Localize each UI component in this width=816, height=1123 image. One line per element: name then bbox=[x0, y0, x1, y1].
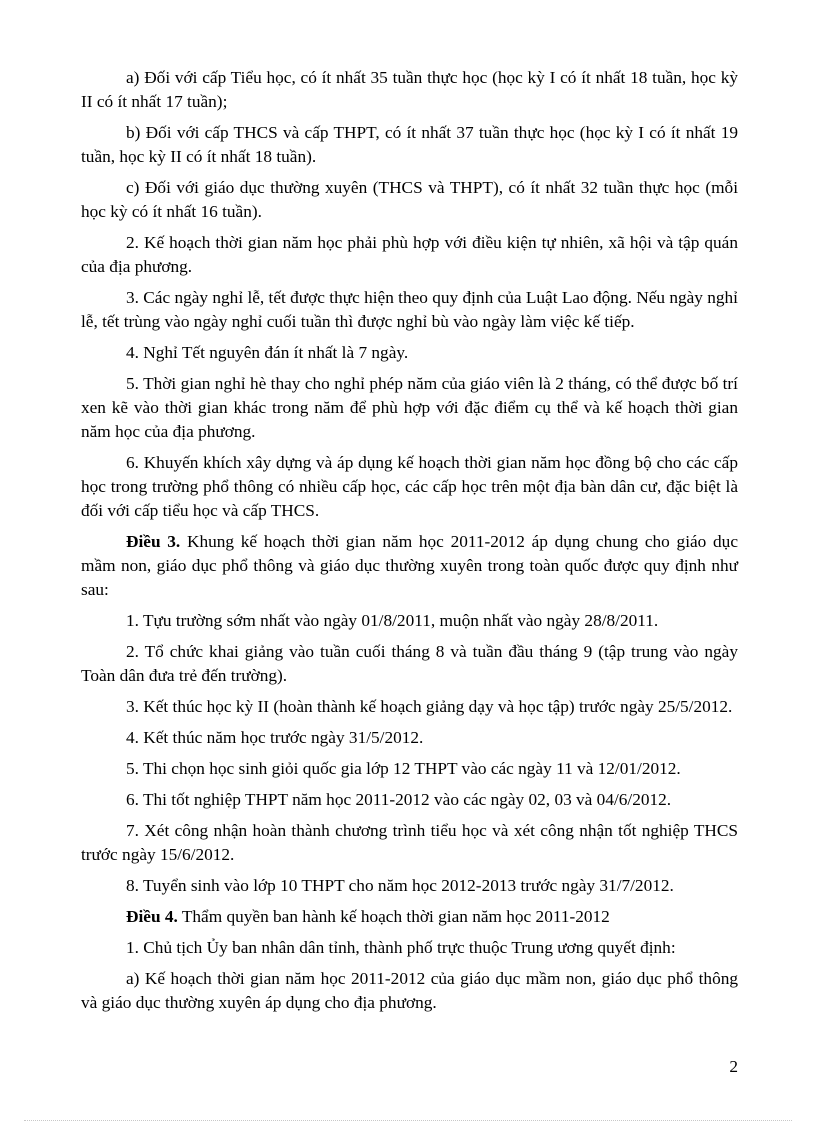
article-3-item-6: 6. Thi tốt nghiệp THPT năm học 2011-2012 vào các ngày 02, 03 và 04/6/2012. bbox=[126, 790, 672, 809]
article-3-item-2: 2. Tổ chức khai giảng vào tuần cuối tháng 8 và tuần đầu tháng 9 (tập trung vào ngày Toàn dân đưa trẻ đến trường). bbox=[81, 642, 738, 685]
article-4-intro bbox=[81, 905, 738, 929]
article-4-heading: Điều 4. bbox=[126, 907, 178, 926]
article-3-item-7: 7. Xét công nhận hoàn thành chương trình tiểu học và xét công nhận tốt nghiệp THCS trước ngày 15/6/2012. bbox=[81, 821, 738, 864]
article-3-item-8: 8. Tuyển sinh vào lớp 10 THPT cho năm học 2012-2013 trước ngày 31/7/2012. bbox=[126, 876, 674, 895]
paragraph-clause-2: 2. Kế hoạch thời gian năm học phải phù hợp với điều kiện tự nhiên, xã hội và tập quán của địa phương. bbox=[81, 233, 738, 276]
article-3-item-4: 4. Kết thúc năm học trước ngày 31/5/2012. bbox=[126, 728, 424, 747]
article-3-item-1: 1. Tựu trường sớm nhất vào ngày 01/8/2011, muộn nhất vào ngày 28/8/2011. bbox=[126, 611, 659, 630]
page-bottom-divider bbox=[24, 1120, 792, 1121]
article-3-intro bbox=[81, 530, 738, 602]
paragraph-clause-3: 3. Các ngày nghỉ lễ, tết được thực hiện theo quy định của Luật Lao động. Nếu ngày nghỉ lễ, tết trùng vào ngày nghỉ cuối tuần thì được nghỉ bù vào ngày làm việc kế tiếp. bbox=[81, 288, 738, 331]
paragraph-clause-5: 5. Thời gian nghỉ hè thay cho nghỉ phép năm của giáo viên là 2 tháng, có thể được bố trí xen kẽ vào thời gian khác trong năm để phù hợp với đặc điểm cụ thể và kế hoạch thời gian năm học của địa phương. bbox=[81, 374, 738, 441]
article-3-heading: Điều 3. bbox=[126, 532, 181, 551]
paragraph-2b: b) Đối với cấp THCS và cấp THPT, có ít nhất 37 tuần thực học (học kỳ I có ít nhất 19 tuần, học kỳ II có ít nhất 18 tuần). bbox=[81, 123, 738, 166]
article-4-text: Thẩm quyền ban hành kế hoạch thời gian năm học 2011-2012 bbox=[177, 907, 610, 926]
paragraph-2a: a) Đối với cấp Tiểu học, có ít nhất 35 tuần thực học (học kỳ I có ít nhất 18 tuần, học kỳ II có ít nhất 17 tuần); bbox=[81, 68, 738, 111]
paragraph-clause-6: 6. Khuyến khích xây dựng và áp dụng kế hoạch thời gian năm học đồng bộ cho các cấp học trong trường phổ thông có nhiều cấp học, các cấp học trên một địa bàn dân cư, đặc biệt là đối với cấp tiểu học và cấp THCS. bbox=[81, 453, 738, 520]
paragraph-clause-4: 4. Nghỉ Tết nguyên đán ít nhất là 7 ngày. bbox=[126, 343, 409, 362]
article-3-item-3: 3. Kết thúc học kỳ II (hoàn thành kế hoạch giảng dạy và học tập) trước ngày 25/5/2012. bbox=[126, 697, 733, 716]
article-4-item-1a: a) Kế hoạch thời gian năm học 2011-2012 của giáo dục mầm non, giáo dục phổ thông và giáo dục thường xuyên áp dụng cho địa phương. bbox=[81, 969, 738, 1012]
article-4-item-1: 1. Chủ tịch Ủy ban nhân dân tỉnh, thành phố trực thuộc Trung ương quyết định: bbox=[126, 938, 676, 957]
article-3-item-5: 5. Thi chọn học sinh giỏi quốc gia lớp 12 THPT vào các ngày 11 và 12/01/2012. bbox=[126, 759, 681, 778]
article-3-text: Khung kế hoạch thời gian năm học 2011-2012 áp dụng chung cho giáo dục mầm non, giáo dục phổ thông và giáo dục thường xuyên trong toàn quốc được quy định như sau: bbox=[81, 532, 738, 599]
page-number: 2 bbox=[729, 1057, 738, 1076]
document-body bbox=[81, 66, 738, 1022]
paragraph-2c: c) Đối với giáo dục thường xuyên (THCS và THPT), có ít nhất 32 tuần thực học (mỗi học kỳ có ít nhất 16 tuần). bbox=[81, 178, 738, 221]
